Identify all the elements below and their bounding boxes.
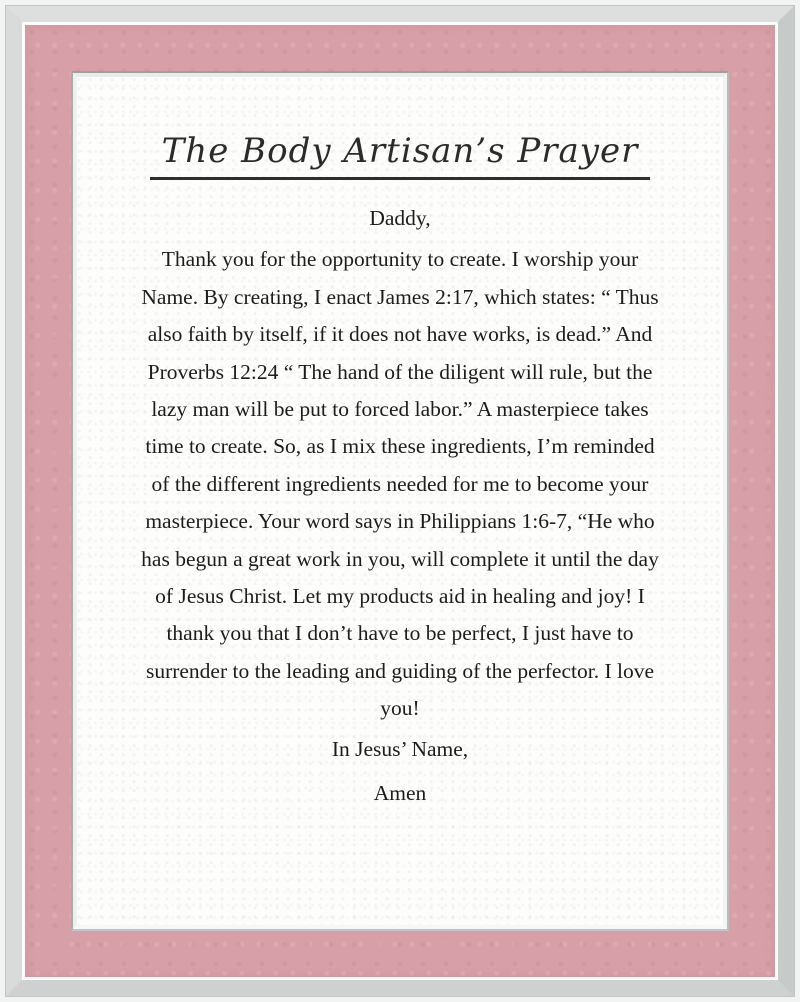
prayer-line: masterpiece. Your word says in Philippians 1:6-7, “He who bbox=[145, 509, 655, 534]
prayer-line: of Jesus Christ. Let my products aid in healing and joy! I bbox=[155, 584, 645, 609]
prayer-line: Proverbs 12:24 “ The hand of the diligent will rule, but the bbox=[147, 359, 653, 384]
prayer-paper bbox=[77, 77, 723, 925]
prayer-line: you! bbox=[380, 696, 420, 721]
prayer-line: time to create. So, as I mix these ingredients, I’m reminded bbox=[145, 434, 655, 459]
amen-signature: Amen bbox=[373, 781, 427, 806]
mat-bevel bbox=[71, 71, 729, 931]
prayer-line: also faith by itself, if it does not have works, is dead.” And bbox=[147, 322, 653, 347]
prayer-line: of the different ingredients needed for me to become your bbox=[151, 471, 649, 496]
prayer-line: has begun a great work in you, will complete it until the day bbox=[141, 546, 659, 571]
mat-bevel-inner bbox=[73, 73, 727, 929]
silver-frame bbox=[6, 6, 794, 996]
prayer-line: thank you that I don’t have to be perfect, I just have to bbox=[166, 621, 634, 646]
prayer-line: Name. By creating, I enact James 2:17, which states: “ Thus bbox=[141, 284, 659, 309]
prayer-line: Thank you for the opportunity to create. I worship your bbox=[161, 247, 639, 272]
prayer-title: The Body Artisan’s Prayer bbox=[150, 131, 651, 180]
salutation: Daddy, bbox=[369, 206, 431, 230]
prayer-body bbox=[77, 241, 723, 727]
prayer-line: lazy man will be put to forced labor.” A masterpiece takes bbox=[151, 397, 649, 422]
prayer-line: surrender to the leading and guiding of the perfector. I love bbox=[145, 658, 655, 683]
frame-inner-lip bbox=[22, 22, 778, 980]
closing: In Jesus’ Name, bbox=[331, 736, 469, 761]
title-row bbox=[77, 131, 723, 180]
pink-mat bbox=[25, 25, 775, 977]
